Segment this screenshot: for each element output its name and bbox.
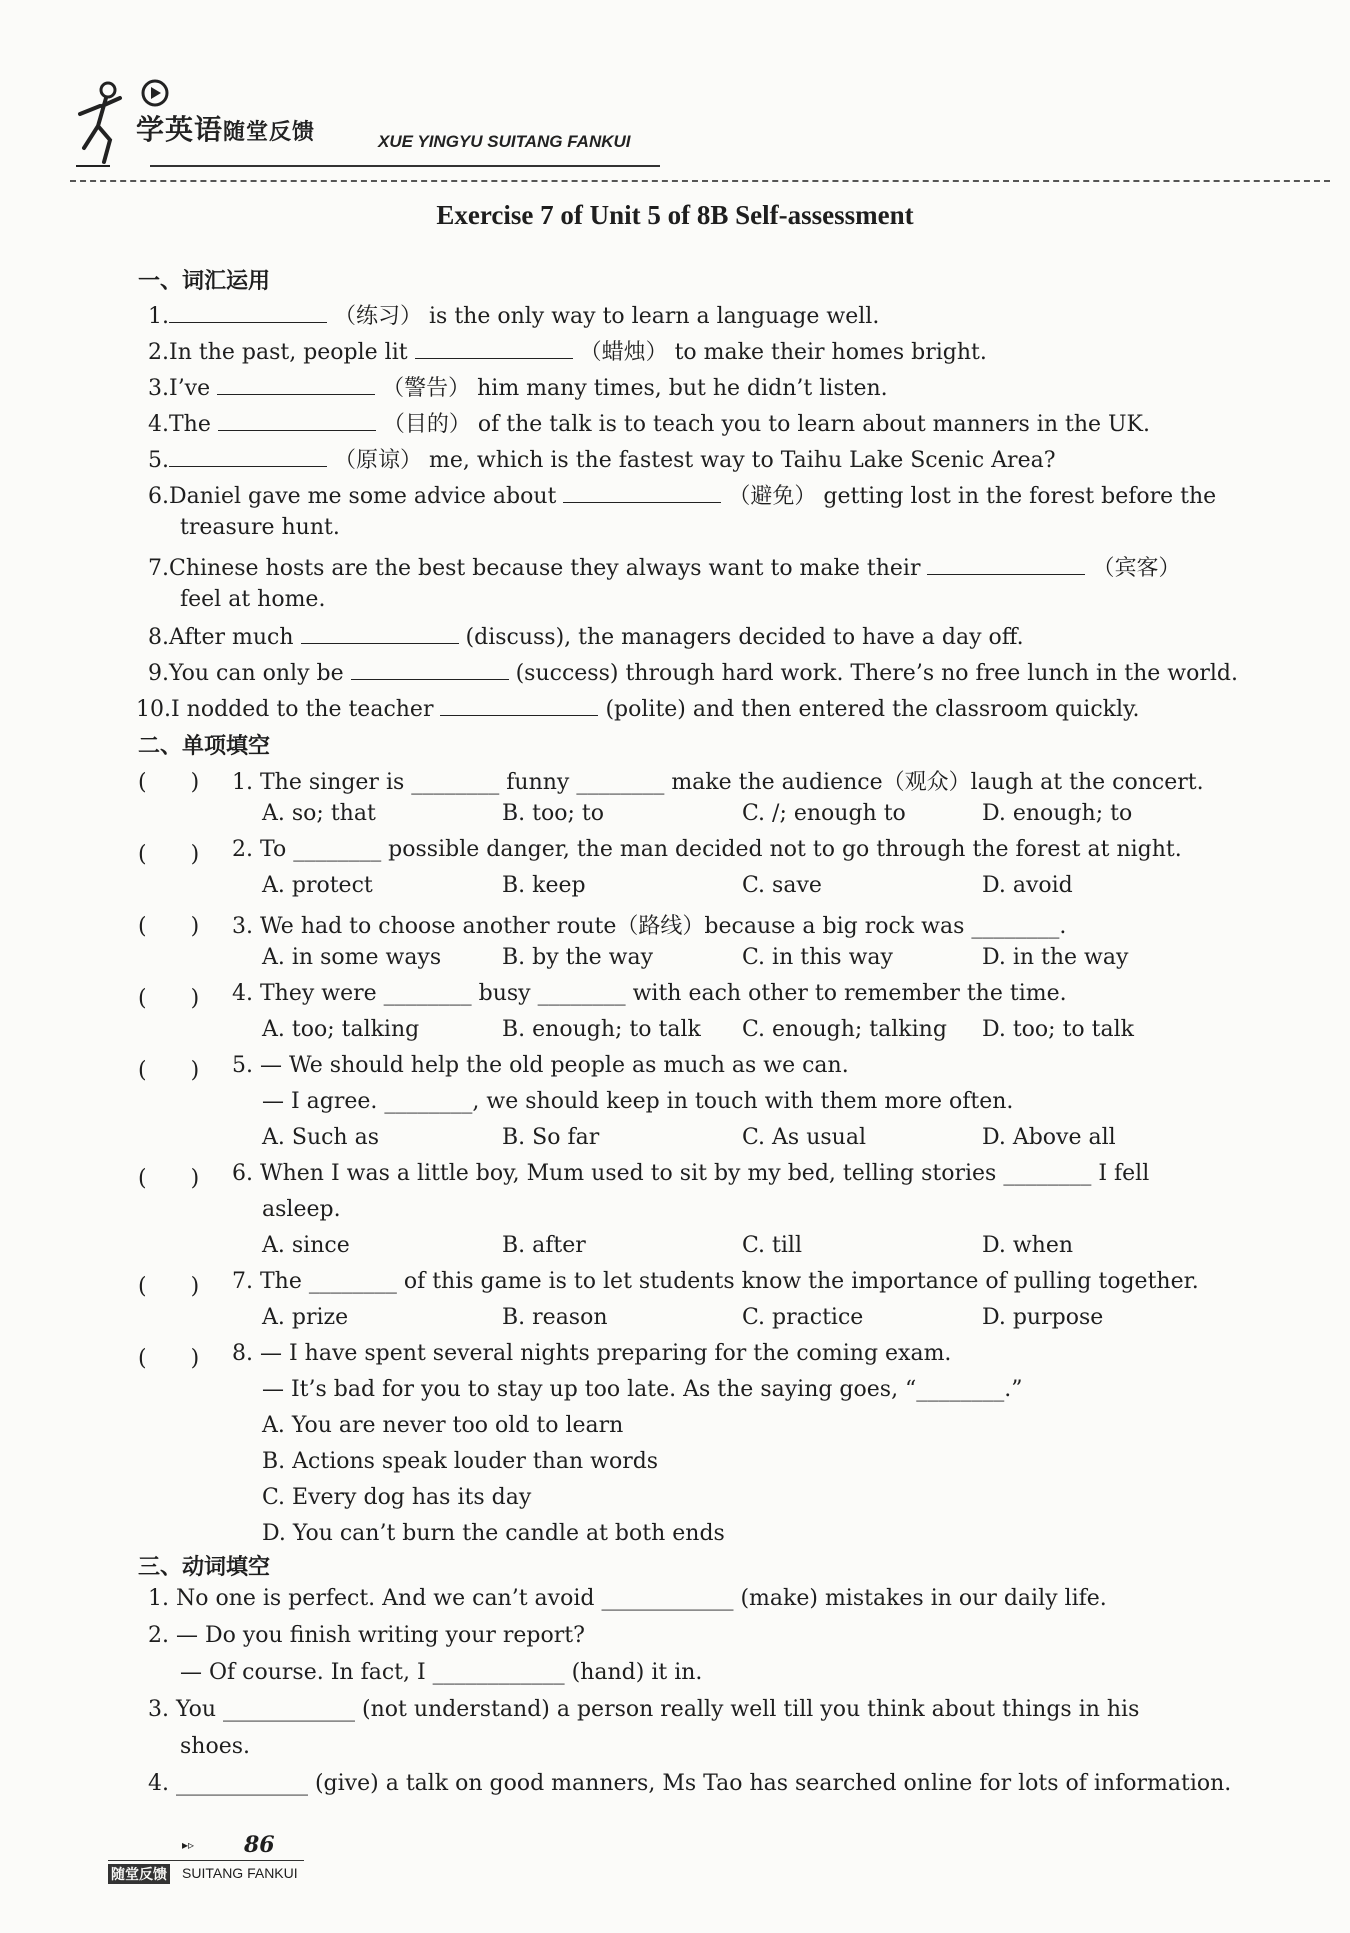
answer-paren: ( ) [138, 914, 200, 939]
item-hint: （练习） [327, 304, 429, 329]
running-figure-icon [70, 78, 140, 168]
option: C. enough; talking [742, 1017, 947, 1042]
answer-blank [301, 623, 459, 644]
item-text: is the only way to learn a language well. [429, 304, 880, 329]
page-title: Exercise 7 of Unit 5 of 8B Self-assessment [436, 200, 914, 230]
option: D. in the way [982, 945, 1129, 970]
question-stem: 3. We had to choose another route（路线）because a big rock was ________. [232, 914, 1067, 939]
item-hint: （原谅） [327, 448, 429, 473]
footer-rule [108, 1860, 304, 1861]
question-stem: 1. The singer is ________ funny ________ make the audience（观众）laugh at the concert. [232, 770, 1204, 795]
play-icon [140, 78, 170, 108]
header [70, 70, 660, 180]
item-text: You can only be [169, 661, 351, 686]
option: A. so; that [262, 801, 376, 826]
item-number: 1. [148, 304, 169, 329]
answer-blank [351, 659, 509, 680]
answer-blank [440, 695, 598, 716]
question-continuation: — I agree. ________, we should keep in touch with them more often. [262, 1089, 1014, 1114]
vocab-item [148, 551, 1180, 582]
logo-small: 随堂反馈 [223, 120, 316, 145]
option: B. Actions speak louder than words [262, 1449, 659, 1474]
question-stem: 2. To ________ possible danger, the man decided not to go through the forest at night. [232, 837, 1182, 862]
item-text: to make their homes bright. [674, 340, 987, 365]
item-text: After much [169, 625, 301, 650]
option: A. Such as [262, 1125, 380, 1150]
item-text: the managers decided to have a day off. [578, 625, 1024, 650]
vocab-item [148, 659, 1238, 686]
logo-main: 学英语 [136, 113, 224, 146]
logo-text [136, 108, 315, 148]
option: D. You can’t burn the candle at both ends [262, 1521, 725, 1546]
answer-blank [927, 554, 1085, 575]
header-rule [150, 165, 660, 167]
vocab-item [148, 299, 879, 330]
answer-paren: ( ) [138, 1274, 200, 1299]
option: A. prize [262, 1305, 349, 1330]
vocab-item [148, 335, 987, 366]
question-stem: 6. When I was a little boy, Mum used to sit by my bed, telling stories ________ I fell [232, 1161, 1150, 1186]
answer-blank [563, 482, 721, 503]
option: A. in some ways [262, 945, 442, 970]
item-text: The [169, 412, 218, 437]
item-text: through hard work. There’s no free lunch in the world. [625, 661, 1238, 686]
answer-paren: ( ) [138, 986, 200, 1011]
footer-label-pinyin: SUITANG FANKUI [182, 1865, 298, 1881]
item-text: Daniel gave me some advice about [169, 484, 564, 509]
verb-item: 1. No one is perfect. And we can’t avoid ____________ (make) mistakes in our daily life. [148, 1586, 1107, 1611]
item-text: me, which is the fastest way to Taihu Lake Scenic Area? [429, 448, 1056, 473]
option: C. till [742, 1233, 802, 1258]
option: B. after [502, 1233, 586, 1258]
question-stem: 5. — We should help the old people as much as we can. [232, 1053, 849, 1078]
verb-item: shoes. [180, 1734, 251, 1759]
option: C. /; enough to [742, 801, 906, 826]
option: B. keep [502, 873, 586, 898]
vocab-item [148, 371, 888, 402]
item-number: 6. [148, 484, 169, 509]
section3-heading: 三、动词填空 [138, 1555, 271, 1580]
option: A. You are never too old to learn [262, 1413, 624, 1438]
item-hint: （避免） [721, 484, 824, 509]
option: D. enough; to [982, 801, 1133, 826]
page-number: 86 [244, 1832, 275, 1858]
item-continuation: treasure hunt. [180, 515, 340, 540]
question-continuation: — It’s bad for you to stay up too late. As the saying goes, “________.” [262, 1377, 1023, 1402]
section2-heading: 二、单项填空 [138, 734, 271, 759]
vocab-item [148, 407, 1150, 438]
item-number: 4. [148, 412, 169, 437]
header-dashed-divider [70, 180, 1330, 182]
question-stem: 7. The ________ of this game is to let students know the importance of pulling together. [232, 1269, 1199, 1294]
option: B. reason [502, 1305, 608, 1330]
option: B. too; to [502, 801, 604, 826]
item-hint: （蜡烛） [572, 340, 675, 365]
option: C. in this way [742, 945, 893, 970]
item-hint: （宾客） [1085, 556, 1181, 581]
option: D. avoid [982, 873, 1073, 898]
footer-label-cn: 随堂反馈 [108, 1864, 170, 1884]
option: D. purpose [982, 1305, 1104, 1330]
answer-blank [218, 410, 376, 431]
option: A. since [262, 1233, 350, 1258]
item-number: 5. [148, 448, 169, 473]
item-continuation: feel at home. [180, 587, 326, 612]
item-text: Chinese hosts are the best because they always want to make their [169, 556, 928, 581]
item-text: and then entered the classroom quickly. [692, 697, 1140, 722]
footer-arrow-icon: ▸▹ [182, 1838, 195, 1852]
item-number: 3. [148, 376, 169, 401]
item-number: 7. [148, 556, 169, 581]
option: D. when [982, 1233, 1074, 1258]
vocab-item [136, 695, 1140, 722]
item-hint: （警告） [375, 376, 478, 401]
option: A. too; talking [262, 1017, 420, 1042]
logo-pinyin: XUE YINGYU SUITANG FANKUI [378, 132, 631, 151]
answer-paren: ( ) [138, 770, 200, 795]
answer-blank [169, 302, 327, 323]
vocab-item [148, 443, 1056, 474]
option: D. Above all [982, 1125, 1116, 1150]
question-continuation: asleep. [262, 1197, 341, 1222]
verb-item: 3. You ____________ (not understand) a person really well till you think about things in his [148, 1697, 1140, 1722]
section1-heading: 一、词汇运用 [138, 269, 271, 294]
item-number: 8. [148, 625, 169, 650]
vocab-item [148, 623, 1024, 650]
item-text: him many times, but he didn’t listen. [477, 376, 888, 401]
item-text: getting lost in the forest before the [823, 484, 1217, 509]
item-hint: (discuss), [458, 625, 579, 650]
option: D. too; to talk [982, 1017, 1134, 1042]
question-stem: 8. — I have spent several nights preparing for the coming exam. [232, 1341, 952, 1366]
item-number: 10. [136, 697, 171, 722]
option: B. So far [502, 1125, 600, 1150]
verb-item: 4. ____________ (give) a talk on good manners, Ms Tao has searched online for lots of information. [148, 1771, 1232, 1796]
option: C. practice [742, 1305, 864, 1330]
item-text: of the talk is to teach you to learn about manners in the UK. [477, 412, 1150, 437]
question-stem: 4. They were ________ busy ________ with each other to remember the time. [232, 981, 1067, 1006]
item-hint: (success) [508, 661, 626, 686]
item-number: 9. [148, 661, 169, 686]
item-number: 2. [148, 340, 169, 365]
answer-blank [169, 446, 327, 467]
vocab-item [148, 479, 1216, 510]
answer-blank [217, 374, 375, 395]
item-hint: (polite) [598, 697, 693, 722]
verb-item: — Of course. In fact, I ____________ (hand) it in. [180, 1660, 703, 1685]
answer-paren: ( ) [138, 842, 200, 867]
verb-item: 2. — Do you finish writing your report? [148, 1623, 585, 1648]
option: C. Every dog has its day [262, 1485, 532, 1510]
item-text: I’ve [169, 376, 218, 401]
answer-paren: ( ) [138, 1346, 200, 1371]
item-text: In the past, people lit [169, 340, 415, 365]
item-text: I nodded to the teacher [171, 697, 441, 722]
option: B. by the way [502, 945, 654, 970]
option: A. protect [262, 873, 373, 898]
answer-paren: ( ) [138, 1058, 200, 1083]
item-hint: （目的） [375, 412, 478, 437]
option: C. As usual [742, 1125, 866, 1150]
option: C. save [742, 873, 822, 898]
answer-paren: ( ) [138, 1166, 200, 1191]
option: B. enough; to talk [502, 1017, 701, 1042]
answer-blank [415, 338, 573, 359]
